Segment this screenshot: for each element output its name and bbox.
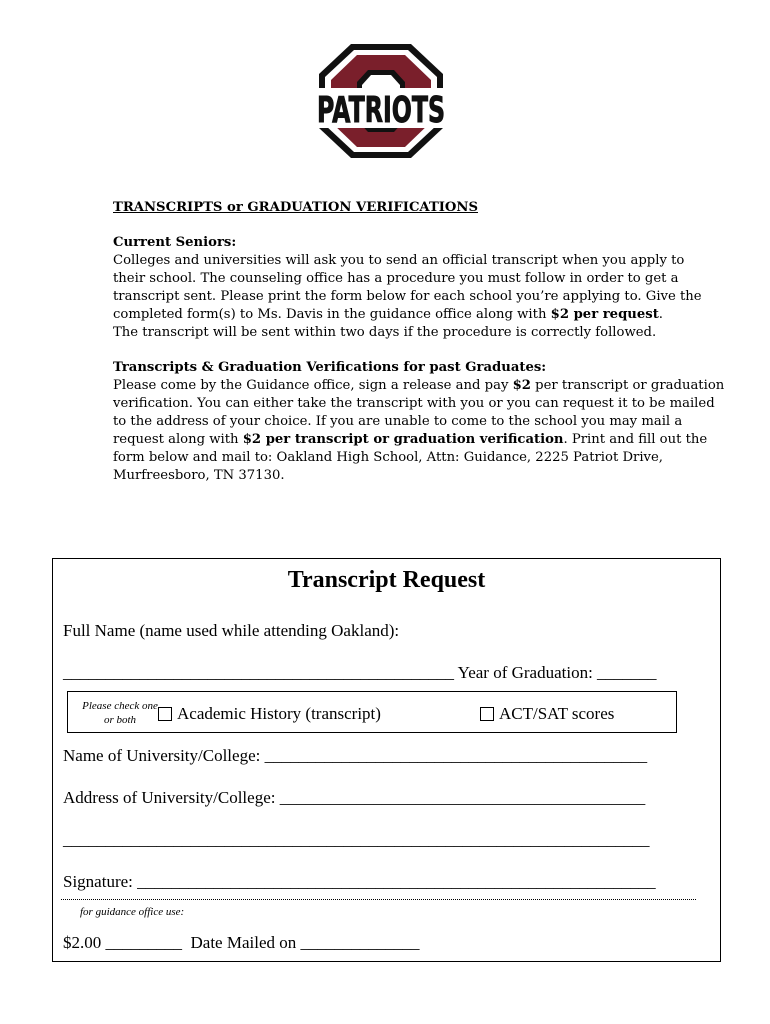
academic-history-checkbox[interactable] — [158, 707, 172, 721]
graduates-line-4: request along with $2 per transcript or graduation verification. Print and fill out the — [113, 432, 708, 447]
graduates-title: Transcripts & Graduation Verifications for past Graduates: — [113, 360, 547, 375]
transcript-request-form — [52, 558, 721, 962]
seniors-line-3: transcript sent. Please print the form below for each school you’re applying to. Give the — [113, 289, 702, 304]
full-name-label: Full Name (name used while attending Oakland): — [63, 621, 400, 640]
request-type-box — [67, 691, 677, 733]
full-name-and-year-field[interactable]: ______________________________________________ Year of Graduation: _______ — [63, 663, 657, 682]
seniors-line-1: Colleges and universities will ask you to send an official transcript when you apply to — [113, 253, 685, 268]
option-academic-history[interactable] — [158, 704, 381, 724]
intro-section — [113, 199, 733, 485]
seniors-line-2: their school. The counseling office has a procedure you must follow in order to get a — [113, 271, 679, 286]
graduates-line-2: verification. You can either take the transcript with you or you can request it to be mailed — [113, 396, 715, 411]
fee-emphasis: $2 per request — [550, 307, 659, 322]
seniors-line-4: completed form(s) to Ms. Davis in the guidance office along with $2 per request. — [113, 307, 663, 322]
signature-field[interactable]: Signature: _____________________________________________________________ — [63, 872, 656, 891]
act-sat-checkbox[interactable] — [480, 707, 494, 721]
fee-and-date-mailed-field[interactable]: $2.00 _________ Date Mailed on ______________ — [63, 933, 420, 952]
graduates-line-3: to the address of your choice. If you are unable to come to the school you may mail a — [113, 414, 683, 429]
guidance-note: for guidance office use: — [80, 906, 185, 918]
guidance-divider — [61, 899, 696, 900]
check-note: Please check one or both — [82, 700, 158, 726]
option-act-sat[interactable] — [480, 704, 614, 724]
address-continuation-field[interactable]: _____________________________________________________________________ — [63, 830, 650, 849]
graduates-line-5: form below and mail to: Oakland High School, Attn: Guidance, 2225 Patriot Drive, — [113, 450, 663, 465]
graduates-line-1: Please come by the Guidance office, sign a release and pay $2 per transcript or graduation — [113, 378, 725, 393]
intro-heading: TRANSCRIPTS or GRADUATION VERIFICATIONS — [113, 200, 478, 215]
seniors-line-5: The transcript will be sent within two days if the procedure is correctly followed. — [113, 325, 657, 340]
university-name-field[interactable]: Name of University/College: _____________________________________________ — [63, 746, 648, 765]
patriots-logo — [312, 40, 450, 162]
logo-text: PATRIOTS — [317, 90, 445, 131]
seniors-title: Current Seniors: — [113, 235, 237, 250]
university-address-field[interactable]: Address of University/College: ___________________________________________ — [63, 788, 646, 807]
academic-history-label: Academic History (transcript) — [177, 704, 381, 723]
act-sat-label: ACT/SAT scores — [499, 704, 615, 723]
graduates-line-6: Murfreesboro, TN 37130. — [113, 468, 285, 483]
form-title: Transcript Request — [287, 567, 486, 593]
